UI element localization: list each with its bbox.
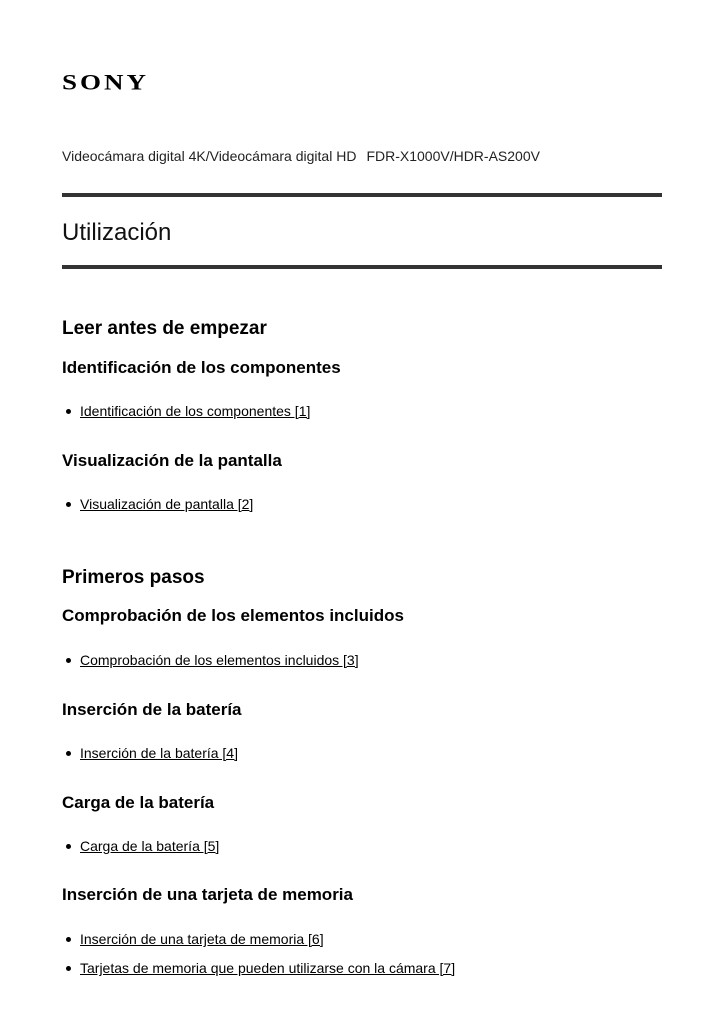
- subsection-heading-insercion-tarjeta: Inserción de una tarjeta de memoria: [62, 885, 353, 904]
- subsection-heading-comprobacion: Comprobación de los elementos incluidos: [62, 606, 404, 625]
- subsection-heading-identificacion: Identificación de los componentes: [62, 358, 341, 377]
- title-rule-top: [62, 193, 662, 197]
- title-rule-bottom: [62, 265, 662, 269]
- link-comprobacion-elementos[interactable]: Comprobación de los elementos incluidos [3]: [80, 652, 359, 668]
- link-insercion-tarjeta[interactable]: Inserción de una tarjeta de memoria [6]: [80, 931, 324, 947]
- bullet-icon: [66, 751, 71, 756]
- bullet-icon: [66, 502, 71, 507]
- link-identificacion-componentes[interactable]: Identificación de los componentes [1]: [80, 403, 311, 419]
- bullet-icon: [66, 409, 71, 414]
- list-item: [62, 744, 238, 762]
- link-insercion-bateria[interactable]: Inserción de la batería [4]: [80, 745, 238, 761]
- subsection-heading-visualizacion: Visualización de la pantalla: [62, 451, 282, 470]
- section-heading-primeros-pasos: Primeros pasos: [62, 567, 205, 588]
- model-numbers: FDR-X1000V/HDR-AS200V: [366, 148, 540, 164]
- list-item: [62, 495, 253, 513]
- list-item: [62, 930, 324, 948]
- subsection-heading-insercion-bateria: Inserción de la batería: [62, 700, 242, 719]
- bullet-icon: [66, 658, 71, 663]
- sony-logo: SONY: [62, 70, 150, 95]
- subsection-heading-carga-bateria: Carga de la batería: [62, 793, 215, 812]
- list-item: [62, 959, 455, 977]
- section-heading-leer-antes: Leer antes de empezar: [62, 318, 267, 339]
- product-line: [62, 147, 540, 165]
- list-item: [62, 402, 310, 420]
- list-item: [62, 651, 359, 669]
- link-carga-bateria[interactable]: Carga de la batería [5]: [80, 838, 220, 854]
- link-tarjetas-memoria-compatibles[interactable]: Tarjetas de memoria que pueden utilizarse con la cámara [7]: [80, 960, 456, 976]
- list-item: [62, 837, 219, 855]
- bullet-icon: [66, 844, 71, 849]
- bullet-icon: [66, 966, 71, 971]
- page-title: Utilización: [62, 219, 172, 246]
- bullet-icon: [66, 937, 71, 942]
- product-name: Videocámara digital 4K/Videocámara digital HD: [62, 148, 357, 164]
- link-visualizacion-pantalla[interactable]: Visualización de pantalla [2]: [80, 496, 254, 512]
